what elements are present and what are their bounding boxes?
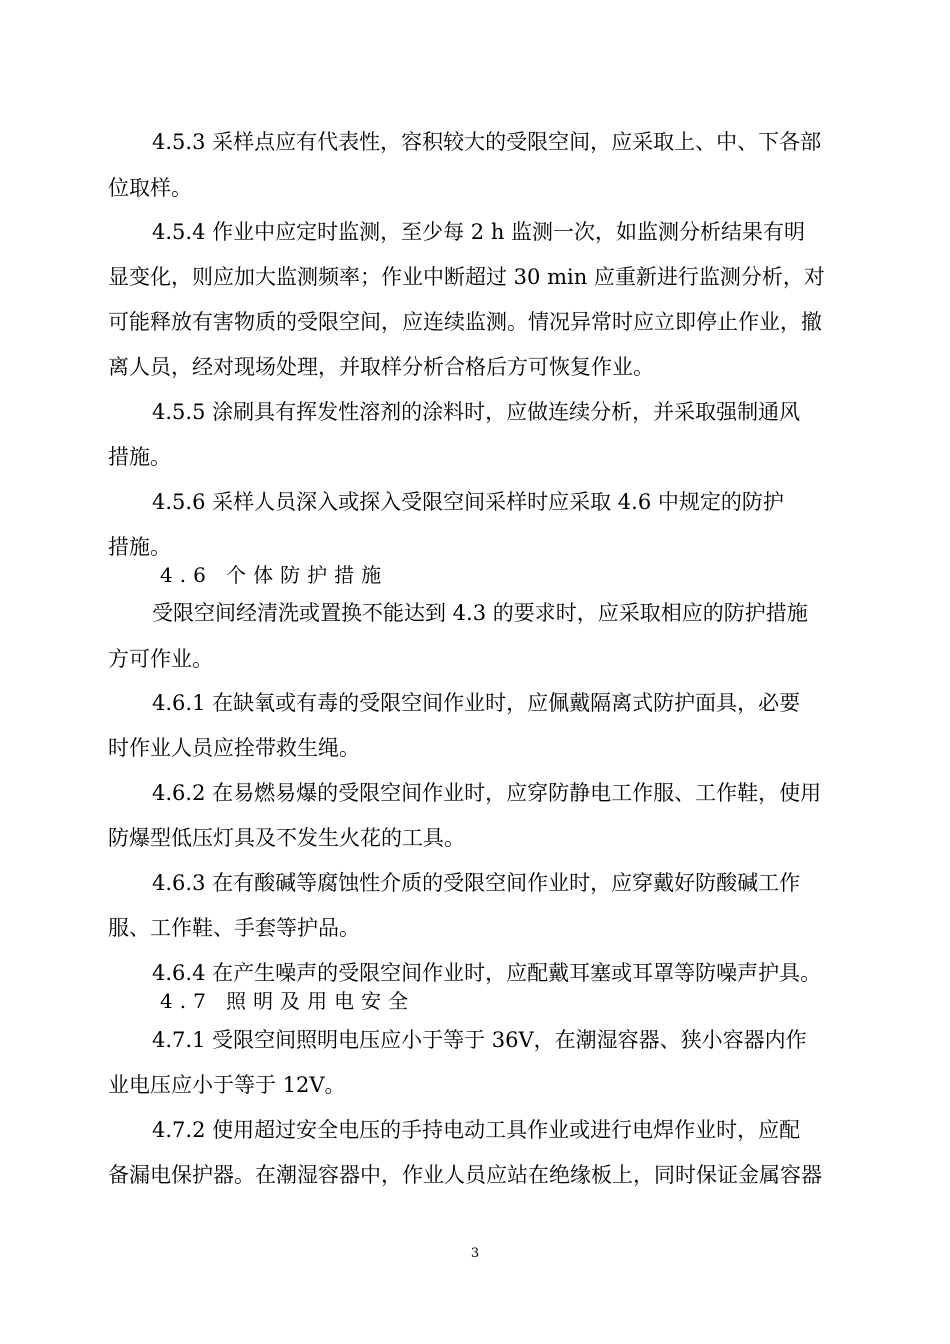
paragraph-4-5-4-line-2: 显变化，则应加大监测频率；作业中断超过 30 min 应重新进行监测分析，对 xyxy=(108,265,825,289)
paragraph-4-6-3-line-1: 4.6.3 在有酸碱等腐蚀性介质的受限空间作业时，应穿戴好防酸碱工作 xyxy=(152,871,801,895)
paragraph-4-6-intro-line-1: 受限空间经清洗或置换不能达到 4.3 的要求时，应采取相应的防护措施 xyxy=(152,601,808,625)
paragraph-4-6-2-line-1: 4.6.2 在易燃易爆的受限空间作业时，应穿防静电工作服、工作鞋，使用 xyxy=(152,781,822,805)
paragraph-4-7-2-line-1: 4.7.2 使用超过安全电压的手持电动工具作业或进行电焊作业时，应配 xyxy=(152,1118,801,1142)
paragraph-4-6-3-line-2: 服、工作鞋、手套等护品。 xyxy=(108,916,360,940)
paragraph-4-5-4-line-4: 离人员，经对现场处理，并取样分析合格后方可恢复作业。 xyxy=(108,355,654,379)
section-heading-4-6: 4.6 个体防护措施 xyxy=(160,563,389,587)
page-number: 3 xyxy=(470,1246,480,1261)
paragraph-4-7-1-line-2: 业电压应小于等于 12V。 xyxy=(108,1073,346,1097)
paragraph-4-5-4-line-3: 可能释放有害物质的受限空间，应连续监测。情况异常时应立即停止作业，撤 xyxy=(108,310,822,334)
section-heading-4-7: 4.7 照明及用电安全 xyxy=(160,989,416,1013)
paragraph-4-5-5-line-1: 4.5.5 涂刷具有挥发性溶剂的涂料时，应做连续分析，并采取强制通风 xyxy=(152,400,801,424)
paragraph-4-6-2-line-2: 防爆型低压灯具及不发生火花的工具。 xyxy=(108,826,465,850)
paragraph-4-7-2-line-2: 备漏电保护器。在潮湿容器中，作业人员应站在绝缘板上，同时保证金属容器 xyxy=(108,1163,822,1187)
paragraph-4-6-4-line-1: 4.6.4 在产生噪声的受限空间作业时，应配戴耳塞或耳罩等防噪声护具。 xyxy=(152,961,822,985)
paragraph-4-5-4-line-1: 4.5.4 作业中应定时监测，至少每 2 h 监测一次，如监测分析结果有明 xyxy=(152,220,806,244)
paragraph-4-5-5-line-2: 措施。 xyxy=(108,445,171,469)
paragraph-4-5-6-line-2: 措施。 xyxy=(108,535,171,559)
paragraph-4-7-1-line-1: 4.7.1 受限空间照明电压应小于等于 36V，在潮湿容器、狭小容器内作 xyxy=(152,1028,807,1052)
paragraph-4-6-1-line-2: 时作业人员应拴带救生绳。 xyxy=(108,736,360,760)
paragraph-4-6-intro-line-2: 方可作业。 xyxy=(108,647,213,671)
paragraph-4-5-3-line-1: 4.5.3 采样点应有代表性，容积较大的受限空间，应采取上、中、下各部 xyxy=(152,130,822,154)
paragraph-4-5-6-line-1: 4.5.6 采样人员深入或探入受限空间采样时应采取 4.6 中规定的防护 xyxy=(152,490,784,514)
paragraph-4-6-1-line-1: 4.6.1 在缺氧或有毒的受限空间作业时，应佩戴隔离式防护面具，必要 xyxy=(152,691,801,715)
paragraph-4-5-3-line-2: 位取样。 xyxy=(108,176,192,200)
